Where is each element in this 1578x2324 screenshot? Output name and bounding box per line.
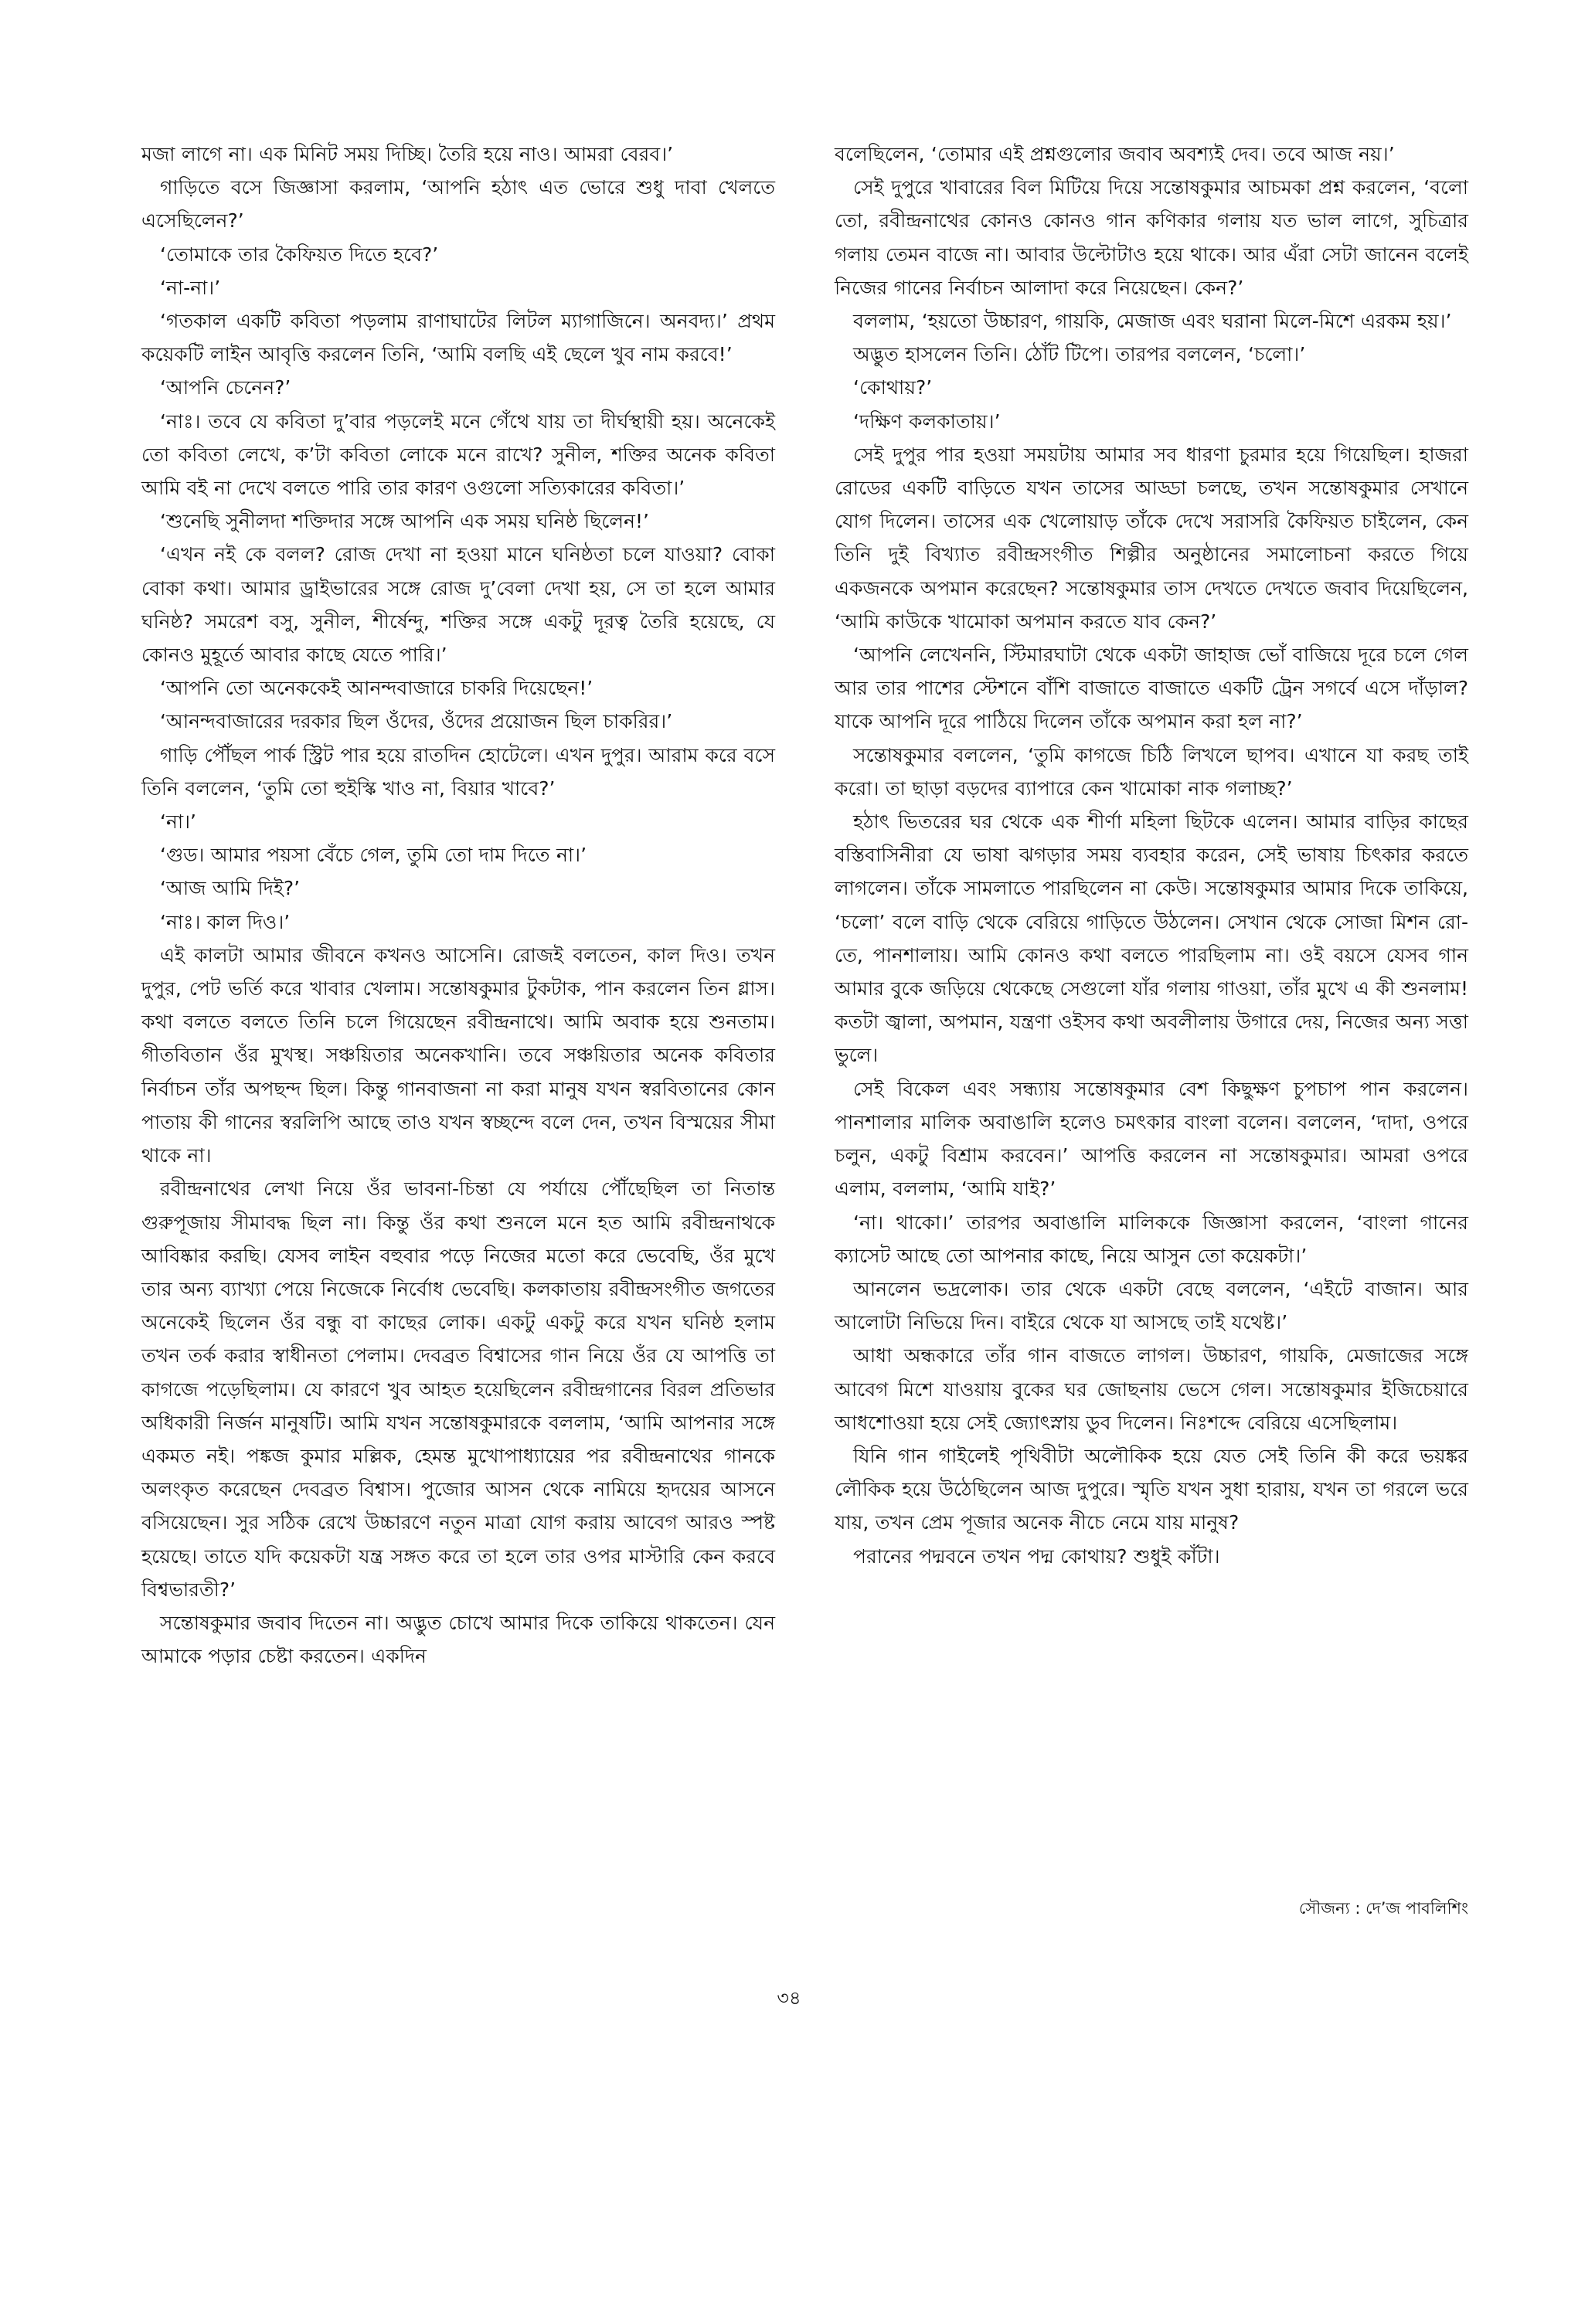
paragraph: ‘না-না।’: [160, 276, 221, 299]
paragraph: ‘শুনেছি সুনীলদা শক্তিদার সঙ্গে আপনি এক সময় ঘনিষ্ঠ ছিলেন!’: [160, 510, 649, 533]
paragraph: সেই দুপুর পার হওয়া সময়টায় আমার সব ধারণা চুরমার হয়ে গিয়েছিল। হাজরা রোডের একটি বাড়িতে যখন তাসের আড্ডা চলছে, তখন সন্তোষকুমার সেখানে যোগ দিলেন। তাসের এক খেলোয়াড় তাঁকে দেখে সরাসরি কৈফিয়ত চাইলেন, কেন তিনি দুই বিখ্যাত রবীন্দ্রসংগীত শিল্পীর অনুষ্ঠানের সমালোচনা করতে গিয়ে একজনকে অপমান করেছেন? সন্তোষকুমার তাস দেখতে দেখতে জবাব দিয়েছিলেন, ‘আমি কাউকে খামোকা অপমান করতে যাব কেন?’: [835, 443, 1468, 633]
paragraph: ‘নাঃ। কাল দিও।’: [160, 910, 291, 933]
paragraph: ‘তোমাকে তার কৈফিয়ত দিতে হবে?’: [160, 243, 439, 266]
paragraph: ‘আজ আমি দিই?’: [160, 877, 301, 900]
paragraph: হঠাৎ ভিতরের ঘর থেকে এক শীর্ণা মহিলা ছিটকে এলেন। আমার বাড়ির কাছের বস্তিবাসিনীরা যে ভাষা ঝগড়ার সময় ব্যবহার করেন, সেই ভাষায় চিৎকার করতে লাগলেন। তাঁকে সামলাতে পারছিলেন না কেউ। সন্তোষকুমার আমার দিকে তাকিয়ে, ‘চলো’ বলে বাড়ি থেকে বেরিয়ে গাড়িতে উঠলেন। সেখান থেকে সোজা মিশন রো-তে, পানশালায়। আমি কোনও কথা বলতে পারছিলাম না। ওই বয়সে যেসব গান আমার বুকে জড়িয়ে থেকেছে সেগুলো যাঁর গলায় গাওয়া, তাঁর মুখে এ কী শুনলাম! কতটা জ্বালা, অপমান, যন্ত্রণা ওইসব কথা অবলীলায় উগারে দেয়, নিজের অন্য সত্তা ভুলে।: [835, 810, 1468, 1067]
paragraph: গাড়িতে বসে জিজ্ঞাসা করলাম, ‘আপনি হঠাৎ এত ভোরে শুধু দাবা খেলতে এসেছিলেন?’: [141, 176, 775, 233]
paragraph: পরানের পদ্মবনে তখন পদ্ম কোথায়? শুধুই কাঁটা।: [853, 1544, 1220, 1568]
paragraph: ‘গতকাল একটি কবিতা পড়লাম রাণাঘাটের লিটল ম্যাগাজিনে। অনবদ্য।’ প্রথম কয়েকটি লাইন আবৃত্তি করলেন তিনি, ‘আমি বলছি এই ছেলে খুব নাম করবে!’: [141, 310, 775, 366]
paragraph: অদ্ভুত হাসলেন তিনি। ঠোঁট টিপে। তারপর বললেন, ‘চলো।’: [853, 343, 1306, 366]
publisher-credit: সৌজন্য : দে’জ পাবলিশিং: [1298, 1899, 1468, 1918]
paragraph: সন্তোষকুমার বললেন, ‘তুমি কাগজে চিঠি লিখলে ছাপব। এখানে যা করছ তাই করো। তা ছাড়া বড়দের ব্যাপারে কেন খামোকা নাক গলাচ্ছ?’: [835, 743, 1468, 800]
paragraph: ‘আপনি লেখেননি, স্টিমারঘাটা থেকে একটা জাহাজ ভোঁ বাজিয়ে দূরে চলে গেল আর তার পাশের স্টেশনে বাঁশি বাজাতে বাজাতে একটি ট্রেন সগর্বে এসে দাঁড়াল? যাকে আপনি দূরে পাঠিয়ে দিলেন তাঁকে অপমান করা হল না?’: [835, 644, 1468, 733]
right-column: [835, 138, 1468, 1573]
paragraph: যিনি গান গাইলেই পৃথিবীটা অলৌকিক হয়ে যেত সেই তিনি কী করে ভয়ঙ্কর লৌকিক হয়ে উঠেছিলেন আজ দুপুরে। স্মৃতি যখন সুধা হারায়, যখন তা গরলে ভরে যায়, তখন প্রেম পূজার অনেক নীচে নেমে যায় মানুষ?: [835, 1444, 1468, 1534]
paragraph: ‘আপনি চেনেন?’: [160, 376, 291, 399]
paragraph: গাড়ি পৌঁছল পার্ক স্ট্রিট পার হয়ে রাতদিন হোটেলে। এখন দুপুর। আরাম করে বসে তিনি বললেন, ‘তুমি তো হুইস্কি খাও না, বিয়ার খাবে?’: [141, 743, 775, 800]
paragraph: ‘না। থাকো।’ তারপর অবাঙালি মালিককে জিজ্ঞাসা করলেন, ‘বাংলা গানের ক্যাসেট আছে তো আপনার কাছে, নিয়ে আসুন তো কয়েকটা।’: [835, 1211, 1468, 1267]
paragraph: বলেছিলেন, ‘তোমার এই প্রশ্নগুলোর জবাব অবশ্যই দেব। তবে আজ নয়।’: [835, 143, 1395, 165]
paragraph: আনলেন ভদ্রলোক। তার থেকে একটা বেছে বললেন, ‘এইটে বাজান। আর আলোটা নিভিয়ে দিন। বাইরে থেকে যা আসছে তাই যথেষ্ট।’: [835, 1277, 1468, 1334]
paragraph: ‘না।’: [160, 810, 197, 834]
paragraph: সেই দুপুরে খাবারের বিল মিটিয়ে দিয়ে সন্তোষকুমার আচমকা প্রশ্ন করলেন, ‘বলো তো, রবীন্দ্রনাথের কোনও কোনও গান কণিকার গলায় যত ভাল লাগে, সুচিত্রার গলায় তেমন বাজে না। আবার উল্টোটাও হয়ে থাকে। আর এঁরা সেটা জানেন বলেই নিজের গানের নির্বাচন আলাদা করে নিয়েছেন। কেন?’: [835, 176, 1468, 299]
paragraph: মজা লাগে না। এক মিনিট সময় দিচ্ছি। তৈরি হয়ে নাও। আমরা বেরব।’: [141, 143, 674, 165]
paragraph: ‘নাঃ। তবে যে কবিতা দু’বার পড়লেই মনে গেঁথে যায় তা দীর্ঘস্থায়ী হয়। অনেকেই তো কবিতা লেখে, ক’টা কবিতা লোকে মনে রাখে? সুনীল, শক্তির অনেক কবিতা আমি বই না দেখে বলতে পারি তার কারণ ওগুলো সত্যিকারের কবিতা।’: [141, 409, 775, 500]
paragraph: ‘এখন নই কে বলল? রোজ দেখা না হওয়া মানে ঘনিষ্ঠতা চলে যাওয়া? বোকা বোকা কথা। আমার ড্রাইভারের সঙ্গে রোজ দু’বেলা দেখা হয়, সে তা হলে আমার ঘনিষ্ঠ? সমরেশ বসু, সুনীল, শীর্ষেন্দু, শক্তির সঙ্গে একটু দূরত্ব তৈরি হয়েছে, যে কোনও মুহূর্তে আবার কাছে যেতে পারি।’: [141, 543, 775, 667]
paragraph: সন্তোষকুমার জবাব দিতেন না। অদ্ভুত চোখে আমার দিকে তাকিয়ে থাকতেন। যেন আমাকে পড়ার চেষ্টা করতেন। একদিন: [141, 1611, 775, 1668]
paragraph: আধা অন্ধকারে তাঁর গান বাজতে লাগল। উচ্চারণ, গায়কি, মেজাজের সঙ্গে আবেগ মিশে যাওয়ায় বুকের ঘর জোছনায় ভেসে গেল। সন্তোষকুমার ইজিচেয়ারে আধশোওয়া হয়ে সেই জ্যোৎস্নায় ডুব দিলেন। নিঃশব্দে বেরিয়ে এসেছিলাম।: [835, 1344, 1468, 1434]
paragraph: রবীন্দ্রনাথের লেখা নিয়ে ওঁর ভাবনা-চিন্তা যে পর্যায়ে পৌঁছেছিল তা নিতান্ত গুরুপূজায় সীমাবদ্ধ ছিল না। কিন্তু ওঁর কথা শুনলে মনে হত আমি রবীন্দ্রনাথকে আবিষ্কার করছি। যেসব লাইন বহুবার পড়ে নিজের মতো করে ভেবেছি, ওঁর মুখে তার অন্য ব্যাখ্যা পেয়ে নিজেকে নির্বোধ ভেবেছি। কলকাতায় রবীন্দ্রসংগীত জগতের অনেকেই ছিলেন ওঁর বন্ধু বা কাছের লোক। একটু একটু করে যখন ঘনিষ্ঠ হলাম তখন তর্ক করার স্বাধীনতা পেলাম। দেবব্রত বিশ্বাসের গান নিয়ে ওঁর যে আপত্তি তা কাগজে পড়েছিলাম। যে কারণে খুব আহত হয়েছিলেন রবীন্দ্রগানের বিরল প্রতিভার অধিকারী নির্জন মানুষটি। আমি যখন সন্তোষকুমারকে বললাম, ‘আমি আপনার সঙ্গে একমত নই। পঙ্কজ কুমার মল্লিক, হেমন্ত মুখোপাধ্যায়ের পর রবীন্দ্রনাথের গানকে অলংকৃত করেছেন দেবব্রত বিশ্বাস। পুজোর আসন থেকে নামিয়ে হৃদয়ের আসনে বসিয়েছেন। সুর সঠিক রেখে উচ্চারণে নতুন মাত্রা যোগ করায় আবেগ আরও স্পষ্ট হয়েছে। তাতে যদি কয়েকটা যন্ত্র সঙ্গত করে তা হলে তার ওপর মাস্টারি কেন করবে বিশ্বভারতী?’: [141, 1177, 775, 1601]
paragraph: ‘আনন্দবাজারের দরকার ছিল ওঁদের, ওঁদের প্রয়োজন ছিল চাকরির।’: [160, 710, 673, 733]
paragraph: ‘কোথায়?’: [853, 376, 933, 399]
paragraph: ‘গুড। আমার পয়সা বেঁচে গেল, তুমি তো দাম দিতে না।’: [160, 844, 587, 867]
left-column: [141, 138, 775, 1673]
paragraph: ‘আপনি তো অনেককেই আনন্দবাজারে চাকরি দিয়েছেন!’: [160, 677, 593, 700]
page-number: ৩৪: [777, 1987, 801, 2009]
paragraph: এই কালটা আমার জীবনে কখনও আসেনি। রোজই বলতেন, কাল দিও। তখন দুপুর, পেট ভর্তি করে খাবার খেলাম। সন্তোষকুমার টুকটাক, পান করলেন তিন গ্লাস। কথা বলতে বলতে তিনি চলে গিয়েছেন রবীন্দ্রনাথে। আমি অবাক হয়ে শুনতাম। গীতবিতান ওঁর মুখস্থ। সঞ্চয়িতার অনেকখানি। তবে সঞ্চয়িতার অনেক কবিতার নির্বাচন তাঁর অপছন্দ ছিল। কিন্তু গানবাজনা না করা মানুষ যখন স্বরবিতানের কোন পাতায় কী গানের স্বরলিপি আছে তাও যখন স্বচ্ছন্দে বলে দেন, তখন বিস্ময়ের সীমা থাকে না।: [141, 943, 775, 1167]
paragraph: সেই বিকেল এবং সন্ধ্যায় সন্তোষকুমার বেশ কিছুক্ষণ চুপচাপ পান করলেন। পানশালার মালিক অবাঙালি হলেও চমৎকার বাংলা বলেন। বললেন, ‘দাদা, ওপরে চলুন, একটু বিশ্রাম করবেন।’ আপত্তি করলেন না সন্তোষকুমার। আমরা ওপরে এলাম, বললাম, ‘আমি যাই?’: [835, 1077, 1468, 1201]
paragraph: বললাম, ‘হয়তো উচ্চারণ, গায়কি, মেজাজ এবং ঘরানা মিলে-মিশে এরকম হয়।’: [853, 310, 1452, 333]
paragraph: ‘দক্ষিণ কলকাতায়।’: [853, 409, 1001, 433]
